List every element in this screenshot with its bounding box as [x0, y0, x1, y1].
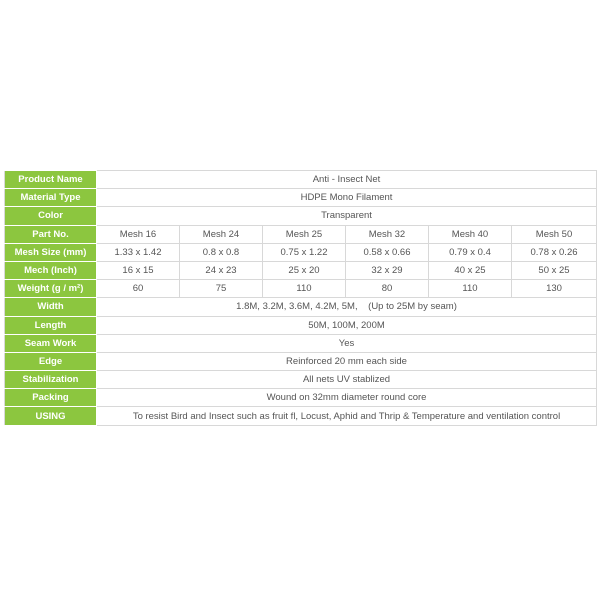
spec-table [4, 170, 597, 426]
spec-table-container [4, 170, 596, 426]
row-length [5, 316, 597, 334]
value-edge: Reinforced 20 mm each side [97, 352, 597, 370]
row-stabilization [5, 371, 597, 389]
mesh-size-cell: 0.58 x 0.66 [346, 243, 429, 261]
weight-cell: 110 [429, 280, 512, 298]
weight-cell: 110 [263, 280, 346, 298]
value-material-type: HDPE Mono Filament [97, 189, 597, 207]
label-stabilization: Stabilization [5, 371, 97, 389]
weight-cell: 75 [180, 280, 263, 298]
mesh-size-cell: 0.75 x 1.22 [263, 243, 346, 261]
label-mech-inch: Mech (Inch) [5, 261, 97, 279]
value-width: 1.8M, 3.2M, 3.6M, 4.2M, 5M, (Up to 25M by seam) [97, 298, 597, 316]
value-using: To resist Bird and Insect such as fruit fl, Locust, Aphid and Thrip & Temperature and ventilation control [97, 407, 597, 425]
part-no-cell: Mesh 32 [346, 225, 429, 243]
row-part-no [5, 225, 597, 243]
value-product-name: Anti - Insect Net [97, 171, 597, 189]
mech-inch-cell: 24 x 23 [180, 261, 263, 279]
row-color [5, 207, 597, 225]
mesh-size-cell: 0.8 x 0.8 [180, 243, 263, 261]
mech-inch-cell: 40 x 25 [429, 261, 512, 279]
value-seam-work: Yes [97, 334, 597, 352]
row-weight [5, 280, 597, 298]
label-mesh-size: Mesh Size (mm) [5, 243, 97, 261]
label-material-type: Material Type [5, 189, 97, 207]
part-no-cell: Mesh 24 [180, 225, 263, 243]
value-length: 50M, 100M, 200M [97, 316, 597, 334]
mesh-size-cell: 0.78 x 0.26 [512, 243, 597, 261]
row-mesh-size [5, 243, 597, 261]
label-edge: Edge [5, 352, 97, 370]
mech-inch-cell: 50 x 25 [512, 261, 597, 279]
part-no-cell: Mesh 40 [429, 225, 512, 243]
row-using [5, 407, 597, 425]
row-material-type [5, 189, 597, 207]
value-packing: Wound on 32mm diameter round core [97, 389, 597, 407]
row-width [5, 298, 597, 316]
label-seam-work: Seam Work [5, 334, 97, 352]
mech-inch-cell: 16 x 15 [97, 261, 180, 279]
label-length: Length [5, 316, 97, 334]
mech-inch-cell: 32 x 29 [346, 261, 429, 279]
part-no-cell: Mesh 50 [512, 225, 597, 243]
label-color: Color [5, 207, 97, 225]
label-using: USING [5, 407, 97, 425]
weight-cell: 60 [97, 280, 180, 298]
row-seam-work [5, 334, 597, 352]
mesh-size-cell: 0.79 x 0.4 [429, 243, 512, 261]
row-mech-inch [5, 261, 597, 279]
value-stabilization: All nets UV stablized [97, 371, 597, 389]
weight-cell: 80 [346, 280, 429, 298]
value-color: Transparent [97, 207, 597, 225]
weight-cell: 130 [512, 280, 597, 298]
mech-inch-cell: 25 x 20 [263, 261, 346, 279]
part-no-cell: Mesh 16 [97, 225, 180, 243]
part-no-cell: Mesh 25 [263, 225, 346, 243]
label-weight: Weight (g / m²) [5, 280, 97, 298]
row-edge [5, 352, 597, 370]
label-part-no: Part No. [5, 225, 97, 243]
label-packing: Packing [5, 389, 97, 407]
label-width: Width [5, 298, 97, 316]
mesh-size-cell: 1.33 x 1.42 [97, 243, 180, 261]
row-packing [5, 389, 597, 407]
label-product-name: Product Name [5, 171, 97, 189]
row-product-name [5, 171, 597, 189]
